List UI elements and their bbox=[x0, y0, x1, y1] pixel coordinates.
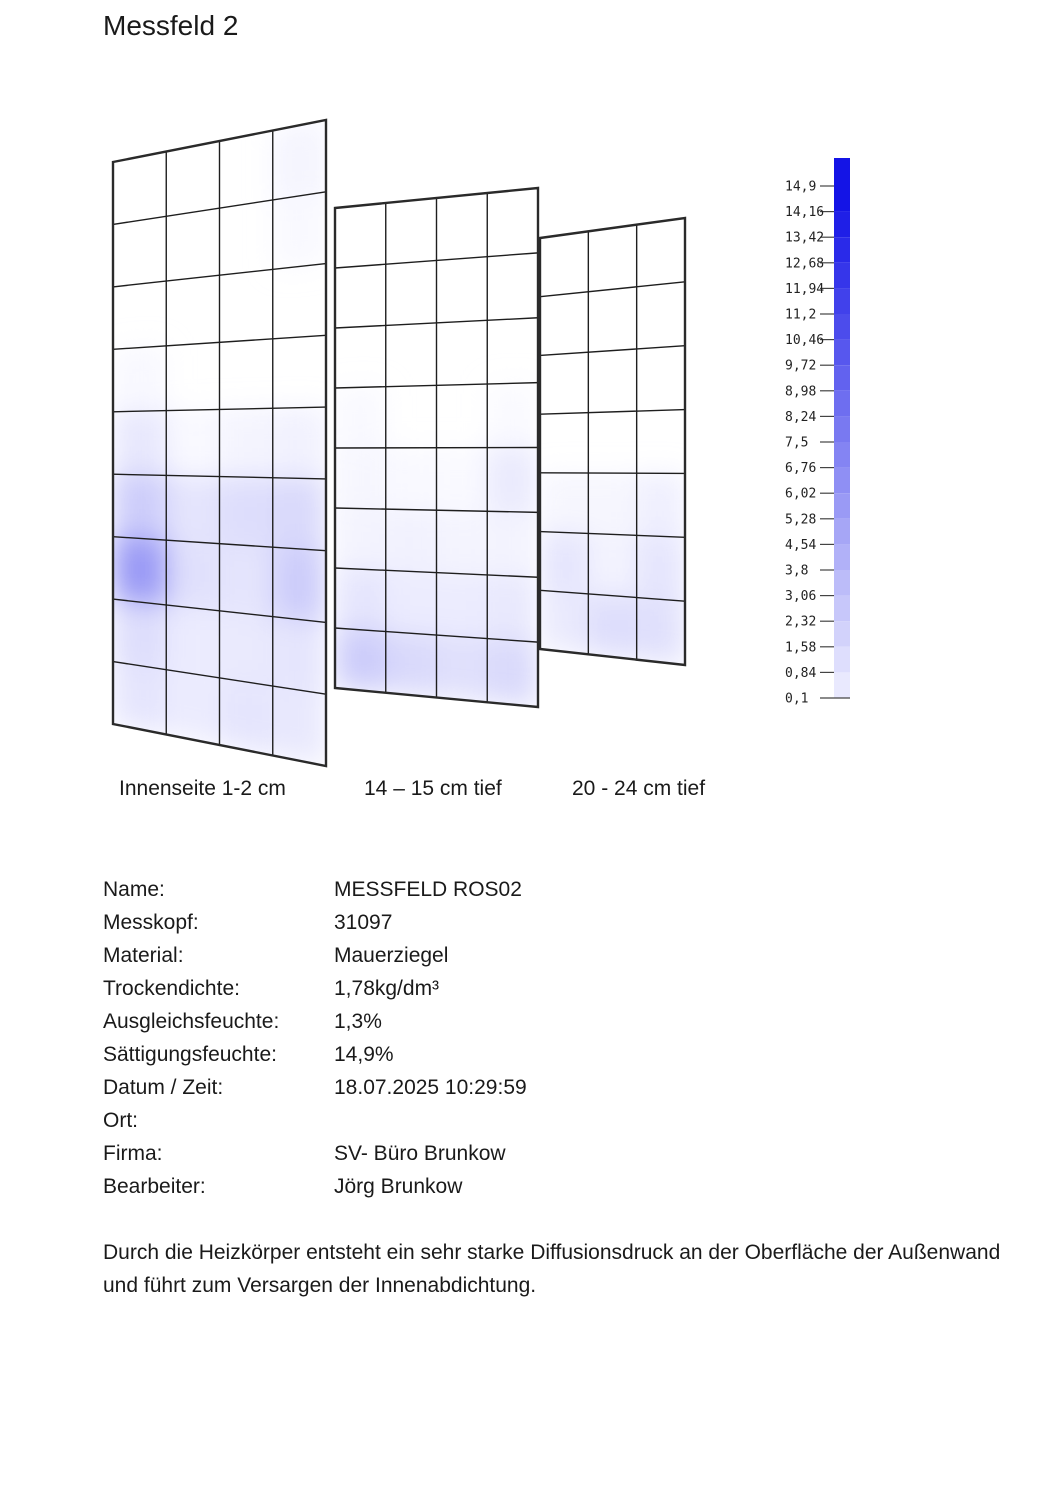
scale-label: 3,06 bbox=[785, 589, 817, 605]
heat-cell bbox=[113, 474, 166, 540]
heat-cell bbox=[588, 411, 636, 473]
heat-cell bbox=[113, 281, 166, 349]
heat-cell bbox=[437, 193, 488, 260]
heat-cell bbox=[166, 475, 219, 543]
heat-cell bbox=[437, 257, 488, 323]
heat-cell bbox=[220, 339, 273, 410]
heat-cell bbox=[335, 325, 386, 388]
scale-segment bbox=[834, 442, 850, 468]
heat-cell bbox=[437, 448, 488, 512]
heat-cell bbox=[273, 407, 326, 479]
heat-cell bbox=[487, 188, 538, 257]
heat-cell bbox=[386, 448, 437, 510]
scale-label: 4,54 bbox=[785, 537, 817, 553]
heat-cell bbox=[637, 282, 685, 349]
scale-label: 7,5 bbox=[785, 435, 809, 451]
meta-value: 14,9% bbox=[334, 1043, 394, 1066]
scale-segment bbox=[834, 212, 850, 238]
scale-label: 0,1 bbox=[785, 691, 809, 707]
heat-cell bbox=[588, 287, 636, 352]
meta-value: MESSFELD ROS02 bbox=[334, 878, 522, 901]
heat-cell bbox=[487, 639, 538, 707]
scale-segment bbox=[834, 340, 850, 366]
scale-label: 8,24 bbox=[785, 409, 817, 425]
heat-cell bbox=[166, 605, 219, 678]
caption-panel-1: Innenseite 1-2 cm bbox=[119, 777, 286, 800]
scale-label: 6,02 bbox=[785, 486, 817, 502]
heat-cell bbox=[273, 478, 326, 551]
heat-cell bbox=[220, 200, 273, 275]
heat-cell bbox=[540, 590, 588, 654]
heat-cell bbox=[540, 352, 588, 414]
heat-cell bbox=[637, 346, 685, 411]
moisture-figure bbox=[0, 100, 1050, 800]
heat-cell bbox=[487, 448, 538, 513]
heat-cell bbox=[220, 544, 273, 617]
meta-label: Bearbeiter: bbox=[103, 1175, 206, 1198]
heat-cell bbox=[273, 686, 326, 766]
meta-label: Material: bbox=[103, 944, 184, 967]
heat-cell bbox=[335, 508, 386, 570]
scale-segment bbox=[834, 468, 850, 494]
heat-cell bbox=[335, 568, 386, 632]
heat-cell bbox=[273, 617, 326, 695]
heat-cell bbox=[273, 264, 326, 339]
heat-cell bbox=[113, 216, 166, 287]
heat-cell bbox=[386, 632, 437, 698]
scale-segment bbox=[834, 391, 850, 417]
heat-cell bbox=[220, 611, 273, 686]
meta-value: 1,3% bbox=[334, 1010, 382, 1033]
heat-cell bbox=[437, 573, 488, 639]
heat-cell bbox=[273, 192, 326, 270]
heat-cell bbox=[487, 575, 538, 642]
heat-cell bbox=[386, 509, 437, 572]
scale-label: 12,68 bbox=[785, 256, 825, 272]
panel-1 bbox=[113, 120, 326, 766]
heat-cell bbox=[335, 387, 386, 448]
heat-cell bbox=[220, 269, 273, 342]
scale-segment bbox=[834, 314, 850, 340]
heat-cell bbox=[273, 335, 326, 408]
heat-cell bbox=[637, 473, 685, 537]
heat-cell bbox=[113, 411, 166, 476]
scale-segment bbox=[834, 263, 850, 289]
scale-label: 11,94 bbox=[785, 281, 825, 297]
heat-cell bbox=[386, 570, 437, 635]
meta-row-saettigungsfeuchte bbox=[103, 1038, 527, 1071]
meta-value: 1,78kg/dm³ bbox=[334, 977, 440, 1000]
scale-label: 14,16 bbox=[785, 205, 825, 221]
heat-cell bbox=[166, 342, 219, 410]
meta-row-messkopf bbox=[103, 906, 527, 939]
measurement-metadata bbox=[103, 873, 527, 1203]
heat-cell bbox=[588, 473, 636, 535]
meta-value: SV- Büro Brunkow bbox=[334, 1142, 506, 1165]
meta-label: Datum / Zeit: bbox=[103, 1076, 224, 1099]
heat-cell bbox=[113, 152, 166, 225]
scale-segment bbox=[834, 237, 850, 263]
heat-cell bbox=[487, 318, 538, 384]
panel-heatmap bbox=[540, 218, 685, 665]
heat-cell bbox=[166, 540, 219, 611]
meta-label: Trockendichte: bbox=[103, 977, 240, 1000]
scale-segment bbox=[834, 647, 850, 673]
heat-cell bbox=[386, 323, 437, 387]
heat-cell bbox=[113, 599, 166, 670]
heat-cell bbox=[335, 264, 386, 328]
scale-label: 8,98 bbox=[785, 384, 817, 400]
heat-cell bbox=[166, 141, 219, 216]
meta-row-datum-zeit bbox=[103, 1071, 527, 1104]
scale-segment bbox=[834, 288, 850, 314]
scale-segment bbox=[834, 365, 850, 391]
meta-row-ausgleichsfeuchte bbox=[103, 1005, 527, 1038]
heat-cell bbox=[540, 473, 588, 534]
heat-cell bbox=[637, 218, 685, 287]
heat-cell bbox=[588, 225, 636, 292]
meta-row-firma bbox=[103, 1137, 527, 1170]
scale-segment bbox=[834, 544, 850, 570]
heat-cell bbox=[113, 537, 166, 605]
meta-label: Ort: bbox=[103, 1109, 138, 1132]
meta-value: 31097 bbox=[334, 911, 393, 934]
heat-cell bbox=[487, 253, 538, 320]
heat-cell bbox=[220, 477, 273, 548]
scale-segment bbox=[834, 621, 850, 647]
scale-label: 0,84 bbox=[785, 665, 817, 681]
heat-cell bbox=[166, 670, 219, 745]
heat-cell bbox=[437, 384, 488, 448]
heat-cell bbox=[637, 598, 685, 666]
scale-segment bbox=[834, 570, 850, 596]
caption-panel-3: 20 - 24 cm tief bbox=[572, 777, 706, 800]
heat-cell bbox=[273, 547, 326, 622]
panels-layer bbox=[113, 120, 685, 766]
panel-2 bbox=[335, 188, 538, 707]
caption-panel-2: 14 – 15 cm tief bbox=[364, 777, 502, 800]
heat-cell bbox=[386, 198, 437, 264]
heat-cell bbox=[335, 203, 386, 268]
heat-cell bbox=[437, 320, 488, 385]
heat-cell bbox=[487, 511, 538, 577]
meta-row-name bbox=[103, 873, 527, 906]
grid-line bbox=[335, 448, 538, 449]
heat-cell bbox=[386, 385, 437, 448]
scale-label: 6,76 bbox=[785, 461, 817, 477]
scale-segment bbox=[834, 186, 850, 212]
heat-cell bbox=[113, 662, 166, 735]
moisture-heatmap-chart bbox=[0, 100, 1050, 800]
heat-cell bbox=[588, 594, 636, 660]
scale-label: 11,2 bbox=[785, 307, 817, 323]
meta-label: Firma: bbox=[103, 1142, 163, 1165]
scale-segment bbox=[834, 519, 850, 545]
heat-cell bbox=[637, 535, 685, 601]
scale-segment bbox=[834, 158, 850, 186]
heat-cell bbox=[166, 409, 219, 476]
scale-label: 13,42 bbox=[785, 230, 825, 246]
meta-row-ort bbox=[103, 1104, 527, 1137]
heat-cell bbox=[386, 260, 437, 325]
heat-cell bbox=[588, 349, 636, 413]
heat-cell bbox=[166, 208, 219, 281]
heat-cell bbox=[540, 532, 588, 594]
heat-cell bbox=[437, 510, 488, 575]
scale-label: 14,9 bbox=[785, 179, 817, 195]
heat-cell bbox=[335, 448, 386, 509]
heat-cell bbox=[166, 275, 219, 346]
color-scale-legend bbox=[785, 158, 850, 707]
heat-cell bbox=[540, 413, 588, 473]
heat-cell bbox=[588, 534, 636, 598]
remark-text: Durch die Heizkörper entsteht ein sehr starke Diffusionsdruck an der Oberfläche der Außenwand und führt zum Versargen der Innenabdichtung. bbox=[103, 1241, 1001, 1297]
scale-label: 2,32 bbox=[785, 614, 817, 630]
heat-cell bbox=[113, 346, 166, 412]
heat-cell bbox=[220, 131, 273, 209]
heat-cell bbox=[487, 383, 538, 448]
grid-line bbox=[540, 473, 685, 474]
meta-label: Name: bbox=[103, 878, 165, 901]
heat-cell bbox=[540, 231, 588, 296]
scale-label: 5,28 bbox=[785, 512, 817, 528]
heat-cell bbox=[540, 292, 588, 356]
meta-row-material bbox=[103, 939, 527, 972]
scale-label: 10,46 bbox=[785, 333, 825, 349]
heat-cell bbox=[335, 628, 386, 693]
scale-segment bbox=[834, 672, 850, 698]
heat-cell bbox=[220, 408, 273, 477]
heat-cell bbox=[637, 410, 685, 474]
scale-segment bbox=[834, 596, 850, 622]
scale-label: 9,72 bbox=[785, 358, 817, 374]
scale-label: 1,58 bbox=[785, 640, 817, 656]
page-title: Messfeld 2 bbox=[103, 10, 239, 41]
meta-row-trockendichte bbox=[103, 972, 527, 1005]
meta-value: Mauerziegel bbox=[334, 944, 449, 967]
meta-value: Jörg Brunkow bbox=[334, 1175, 463, 1198]
heat-cell bbox=[220, 678, 273, 756]
meta-value: 18.07.2025 10:29:59 bbox=[334, 1076, 527, 1099]
scale-segment bbox=[834, 416, 850, 442]
meta-row-bearbeiter bbox=[103, 1170, 527, 1203]
scale-segment bbox=[834, 493, 850, 519]
meta-label: Sättigungsfeuchte: bbox=[103, 1043, 277, 1066]
heat-cell bbox=[273, 120, 326, 200]
panel-3 bbox=[540, 218, 685, 665]
scale-label: 3,8 bbox=[785, 563, 809, 579]
meta-label: Ausgleichsfeuchte: bbox=[103, 1010, 280, 1033]
meta-label: Messkopf: bbox=[103, 911, 199, 934]
heat-cell bbox=[437, 635, 488, 702]
